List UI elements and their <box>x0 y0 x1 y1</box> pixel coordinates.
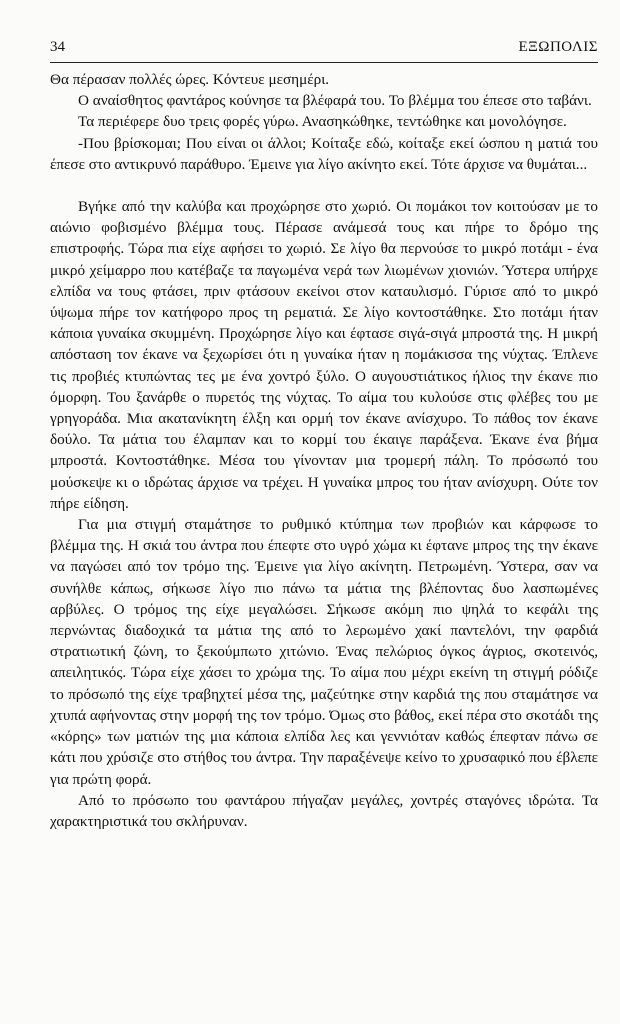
section-break <box>50 175 598 196</box>
paragraph: Για μια στιγμή σταμάτησε το ρυθμικό κτύπημα των προβιών και κάρφωσε το βλέμμα της. Η σκιά του άντρα που έπεφτε στο υγρό χώμα κι έφτανε μπρος της την έκανε να παγώσει από τον τρόμο της. Έμεινε για λίγο ακίνητη. Πετρωμένη. Ύστερα, σαν να συνήλθε κάπως, σήκωσε λίγο πιο πάνω τα μάτια της βλέποντας δυο λασπωμένες αρβύλες. Ο τρόμος της είχε μεγαλώσει. Σήκωσε ακόμη πιο ψηλά το κεφάλι της περνώντας διαδοχικά τα μάτια της από το λερωμένο χακί παντελόνι, την φαρδιά στρατιωτική ζώνη, το ξεκούμπωτο χιτώνιο. Ένας πελώριος όγκος άγριος, σκοτεινός, απειλητικός. Τώρα είχε χάσει το χρώμα της. Το αίμα που μέχρι εκείνη τη στιγμή ρόδιζε το πρόσωπό της είχε τραβηχτεί μέσα της, μαζεύτηκε στην καρδιά της που σταμάτησε να χτυπά αφήνοντας στην μορφή της τον τρόμο. Όμως στο βάθος, εκεί πέρα στο σκοτάδι της «κόρης» των ματιών της μια κάποια ελπίδα λες και γεννιόταν καθώς έπεφταν πάνω σε κάτι που χρύσιζε στο στήθος του άντρα. Την παραξένεψε κείνο το χρυσαφικό που έβλεπε για πρώτη φορά. <box>50 516 598 788</box>
page-number: 34 <box>50 39 65 55</box>
paragraph: Από το πρόσωπο του φαντάρου πήγαζαν μεγάλες, χοντρές σταγόνες ιδρώτα. Τα χαρακτηριστικά του σκλήρυναν. <box>50 791 598 830</box>
paragraph: -Που βρίσκομαι; Που είναι οι άλλοι; Κοίταξε εδώ, κοίταξε εκεί ώσπου η ματιά του έπεσε στο αντικρυνό παράθυρο. Έμεινε για λίγο ακίνητο εκεί. Τότε άρχισε να θυμάται... <box>50 134 598 173</box>
paragraph: Θα πέρασαν πολλές ώρες. Κόντευε μεσημέρι. <box>50 71 330 88</box>
paragraph: Τα περιέφερε δυο τρεις φορές γύρω. Ανασηκώθηκε, τεντώθηκε και μονολόγησε. <box>78 113 567 131</box>
page-header <box>50 36 598 56</box>
paragraph: Βγήκε από την καλύβα και προχώρησε στο χωριό. Οι πομάκοι τον κοιτούσαν με το αιώνιο φοβισμένο βλέμμα τους. Πέρασε ανάμεσά τους και πήρε το δρόμο της επιστροφής. Τώρα πια είχε αφήσει το χωριό. Σε λίγο θα περνούσε το μικρό ποτάμι - ένα μικρό χείμαρρο που κατέβαζε τα παγωμένα νερά των λιωμένων χιονιών. Ύστερα υπήρχε ελπίδα να τους φτάσει, πριν φτάσουν εκείνοι στον καταυλισμό. Γύρισε από το μικρό ύψωμα πήρε τον κατήφορο προς τη ρεματιά. Σε λίγο κοντοστάθηκε. Στο ποτάμι ήταν κάποια γυναίκα σκυμμένη. Προχώρησε λίγο και έφτασε σιγά-σιγά μπροστά της. Η μικρή απόσταση τον έκανε να ξεχωρίσει ότι η γυναίκα ήταν η πομάκισσα της νύχτας. Έπλενε τις προβιές κτυπώντας τες με ένα χοντρό ξύλο. Ο αυγουστιάτικος ήλιος την έκανε πιο όμορφη. Του ξανάρθε ο πυρετός της νύχτας. Το αίμα του κυλούσε στις φλέβες του με γρηγοράδα. Μια ακατανίκητη έλξη και ορμή τον έκανε ανίσχυρο. Το πάθος τον έκανε δούλο. Τα μάτια του έλαμπαν και το κορμί του έκαιγε παράξενα. Έκανε ένα βήμα μπροστά. Κοντοστάθηκε. Μέσα του γίνονταν μια τρομερή πάλη. Το πρόσωπό του μούσκεψε κι ο ιδρώτας άρχισε να τρέχει. Η γυναίκα μπρος του ήταν ανίσχυρη. Ούτε τον πήρε είδηση. <box>50 198 598 512</box>
running-title: ΕΞΩΠΟΛΙΣ <box>518 39 598 55</box>
header-rule <box>50 62 598 63</box>
body-text <box>50 69 598 832</box>
paragraph: Ο αναίσθητος φαντάρος κούνησε τα βλέφαρά του. Το βλέμμα του έπεσε στο ταβάνι. <box>78 92 592 110</box>
